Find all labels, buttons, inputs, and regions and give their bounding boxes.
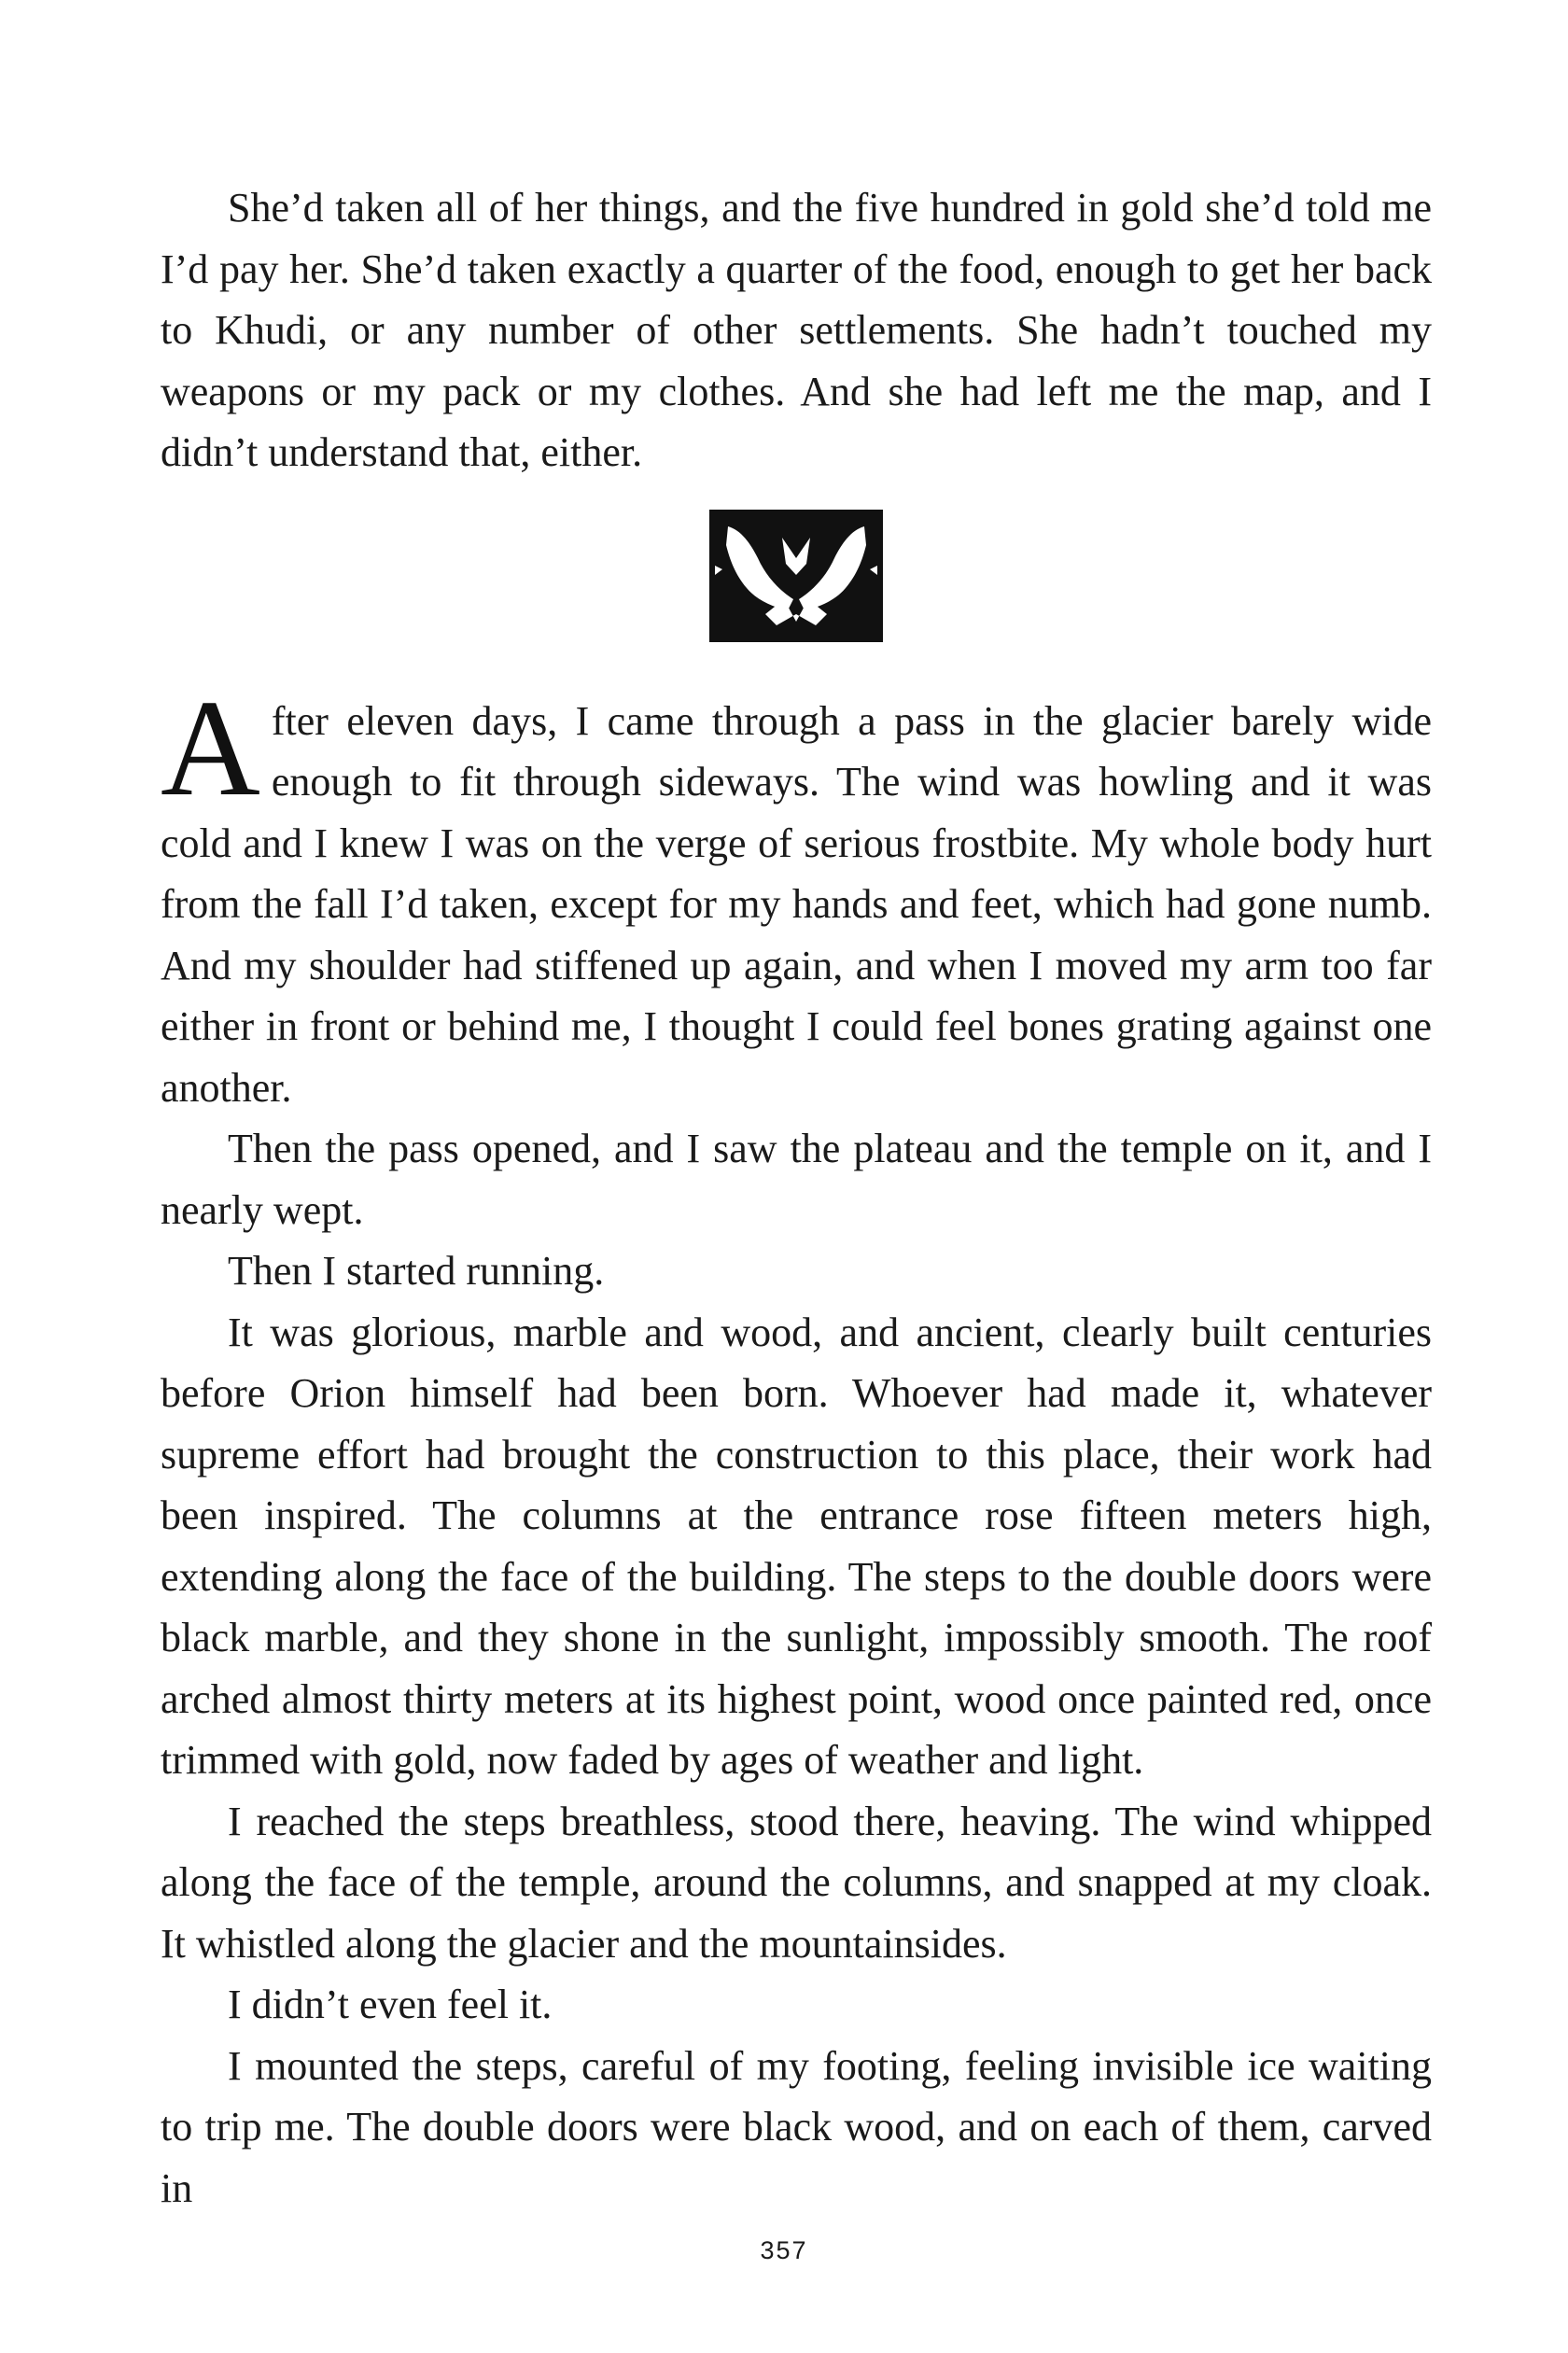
book-page <box>161 177 1432 2219</box>
paragraph-arrival-text: fter eleven days, I came through a pass in the glacier barely wide enough to fit through sideways. The wind was howling and it was cold and I knew I was on the verge of serious frostbite. My whole body hurt from the fall I’d taken, except for my hands and feet, which had gone numb. And my shoulder had stiffened up again, and when I moved my arm too far either in front or behind me, I thought I could feel bones grating against one another. <box>161 697 1432 1111</box>
section-break-ornament-icon <box>709 510 883 642</box>
drop-cap-initial: A <box>161 671 260 825</box>
page-number: 357 <box>760 2236 808 2264</box>
paragraph-reached-steps: I reached the steps breathless, stood there, heaving. The wind whipped along the face of the temple, around the columns, and snapped at my cloak. It whistled along the glacier and the mountainsides. <box>161 1798 1432 1967</box>
paragraph-pass-opened: Then the pass opened, and I saw the plateau and the temple on it, and I nearly wept. <box>161 1126 1432 1233</box>
paragraph-departure: She’d taken all of her things, and the five hundred in gold she’d told me I’d pay her. She’d taken exactly a quarter of the food, enough to get her back to Khudi, or any number of other settlements. She hadn’t touched my weapons or my pack or my clothes. And she had left me the map, and I didn’t understand that, either. <box>161 185 1432 475</box>
paragraph-didnt-feel: I didn’t even feel it. <box>228 1982 553 2027</box>
paragraph-started-running: Then I started running. <box>228 1248 605 1294</box>
section-break <box>161 510 1432 642</box>
paragraph-arrival <box>161 671 1432 1119</box>
paragraph-mounted-steps: I mounted the steps, careful of my footing, feeling invisible ice waiting to trip me. The double doors were black wood, and on each of them, carved in <box>161 2042 1432 2211</box>
paragraph-temple-description: It was glorious, marble and wood, and ancient, clearly built centuries before Orion himself had been born. Whoever had made it, whatever supreme effort had brought the construction to this place, their work had been inspired. The columns at the entrance rose fifteen meters high, extending along the face of the building. The steps to the double doors were black marble, and they shone in the sunlight, impossibly smooth. The roof arched almost thirty meters at its highest point, wood once painted red, once trimmed with gold, now faded by ages of weather and light. <box>161 1309 1432 1783</box>
